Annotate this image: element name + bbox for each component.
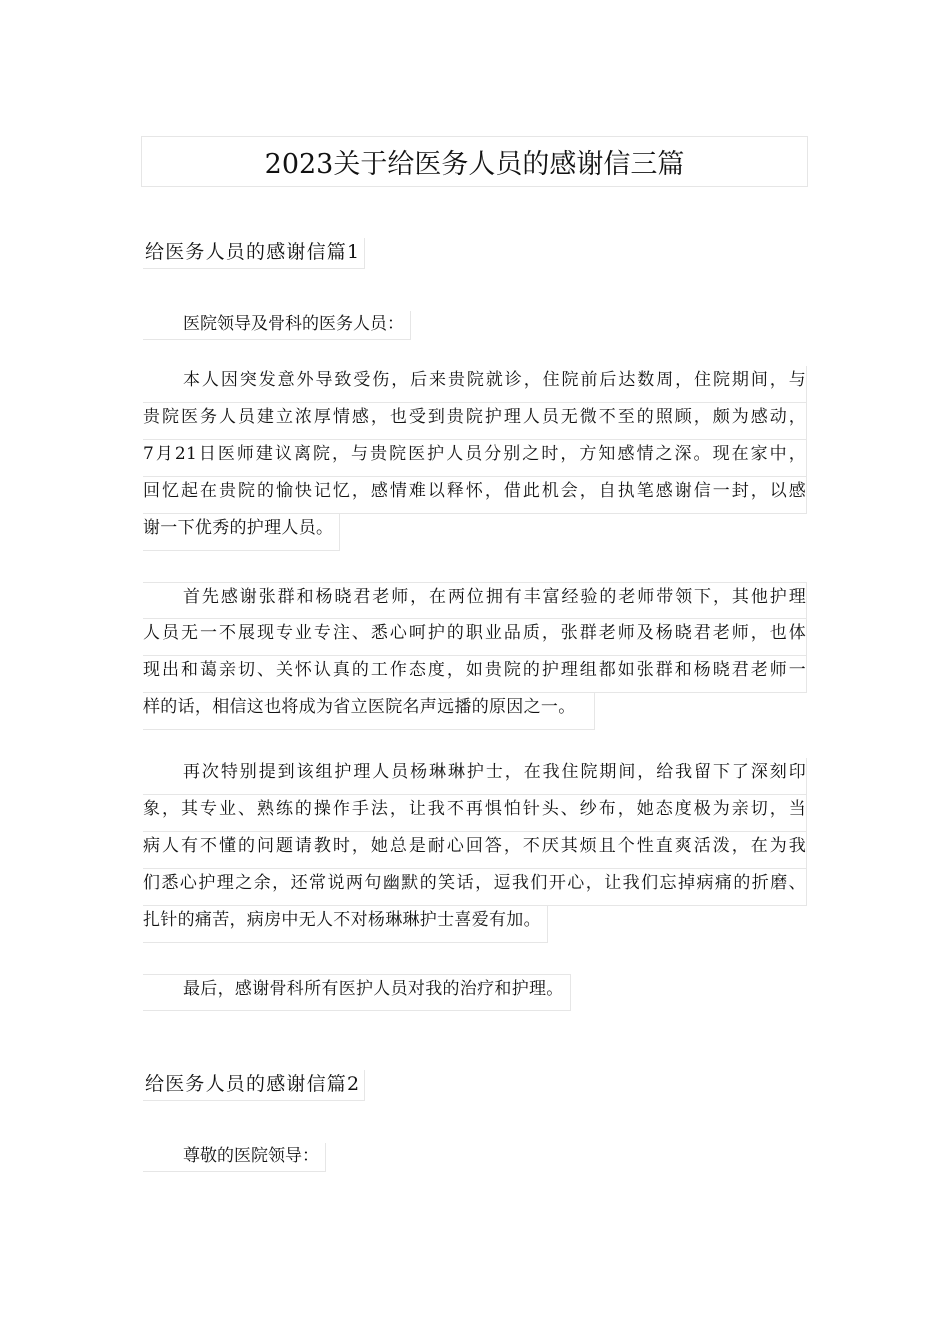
- paragraph-line: 贵院医务人员建立浓厚情感，也受到贵院护理人员无微不至的照顾，颇为感动，: [143, 403, 807, 440]
- paragraph-line: 现出和蔼亲切、关怀认真的工作态度，如贵院的护理组都如张群和杨晓君老师一: [143, 656, 807, 693]
- section-heading-1: 给医务人员的感谢信篇1: [143, 238, 365, 269]
- paragraph-line: 样的话，相信这也将成为省立医院名声远播的原因之一。: [143, 693, 595, 730]
- paragraph-4: [143, 974, 807, 1011]
- paragraph-line: 本人因突发意外导致受伤，后来贵院就诊，住院前后达数周，住院期间，与: [143, 366, 807, 403]
- paragraph-line: 再次特别提到该组护理人员杨琳琳护士，在我住院期间，给我留下了深刻印: [143, 758, 807, 795]
- paragraph-line: 7月21日医师建议离院，与贵院医护人员分别之时，方知感情之深。现在家中，: [143, 440, 807, 477]
- paragraph-line: 扎针的痛苦，病房中无人不对杨琳琳护士喜爱有加。: [143, 906, 548, 943]
- salutation-2: 尊敬的医院领导：: [143, 1143, 326, 1172]
- paragraph-line: 人员无一不展现专业专注、悉心呵护的职业品质，张群老师及杨晓君老师，也体: [143, 619, 807, 656]
- salutation-1: 医院领导及骨科的医务人员：: [143, 311, 411, 340]
- paragraph-line: 最后，感谢骨科所有医护人员对我的治疗和护理。: [143, 974, 571, 1011]
- section-heading-2: 给医务人员的感谢信篇2: [143, 1070, 365, 1101]
- paragraph-1: [143, 366, 807, 551]
- paragraph-line: 回忆起在贵院的愉快记忆，感情难以释怀，借此机会，自执笔感谢信一封，以感: [143, 477, 807, 514]
- paragraph-3: [143, 758, 807, 943]
- paragraph-line: 谢一下优秀的护理人员。: [143, 514, 340, 551]
- paragraph-2: [143, 582, 807, 730]
- paragraph-line: 首先感谢张群和杨晓君老师，在两位拥有丰富经验的老师带领下，其他护理: [143, 582, 807, 619]
- document-title: 2023关于给医务人员的感谢信三篇: [141, 136, 808, 187]
- paragraph-line: 们悉心护理之余，还常说两句幽默的笑话，逗我们开心，让我们忘掉病痛的折磨、: [143, 869, 807, 906]
- paragraph-line: 象，其专业、熟练的操作手法，让我不再惧怕针头、纱布，她态度极为亲切，当: [143, 795, 807, 832]
- paragraph-line: 病人有不懂的问题请教时，她总是耐心回答，不厌其烦且个性直爽活泼，在为我: [143, 832, 807, 869]
